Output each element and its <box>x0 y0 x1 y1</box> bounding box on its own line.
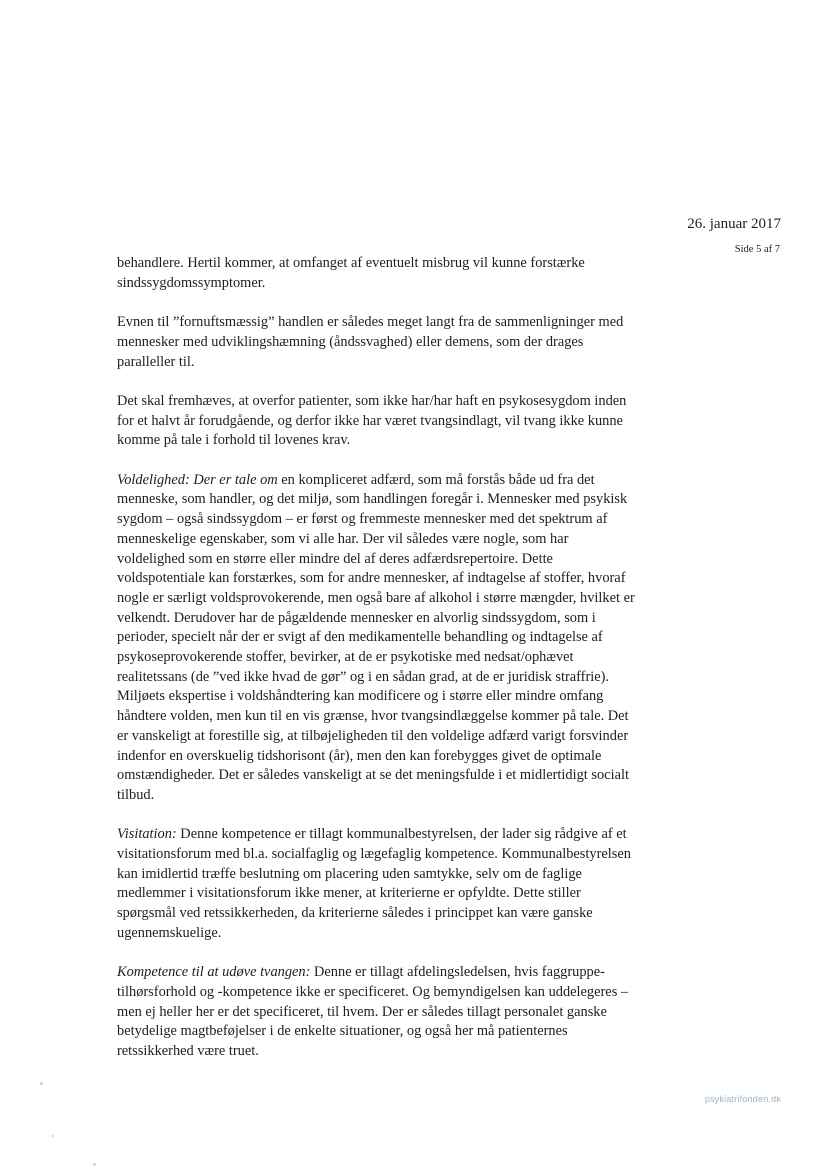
paragraph-lead: Kompetence til at udøve tvangen: <box>117 964 311 981</box>
paragraph-lead: Visitation: <box>117 826 177 843</box>
document-date: 26. januar 2017 <box>687 216 781 232</box>
paragraph-text: en kompliceret adfærd, som må forstås både ud fra det menneske, som handler, og det miljø, som handlingen foregår i. Mennesker med psykisk sygdom – også sindssygdom – er først og fremmeste mennesker med det spektrum af menneskelige egenskaber, som vi alle har. Der vil således være nogle, som har voldelighed som en større eller mindre del af deres adfærdsrepertoire. Dette voldspotentiale kan forstærkes, som for andre mennesker, af indtagelse af stoffer, hvoraf nogle er særligt voldsprovokerende, men også bare af alkohol i større mængder, hvilket er velkendt. Derudover har de pågældende mennesker en alvorlig sindssygdom, som i perioder, specielt når der er svigt af den medikamentelle behandling og indtagelse af psykoseprovokerende stoffer, bevirker, at de er psykotiske med nedsat/ophævet realitetssans (de ”ved ikke hvad de gør” og i en sådan grad, at de er juridisk straffrie). Miljøets ekspertise i voldshåndtering kan modificere og i større eller mindre omfang håndtere volden, men kun til en vis grænse, hvor tvangsindlæggelse kommer på tale. Det er vanskeligt at forestille sig, at tilbøjeligheden til den voldelige adfærd varigt forsvinder indenfor en overskuelig tidshorisont (år), men den kan forebygges givet de optimale omstændigheder. Det er således vanskeligt at se det meningsfulde i et midlertidigt socialt tilbud. <box>117 471 635 803</box>
paragraph-text: Denne kompetence er tillagt kommunalbestyrelsen, der lader sig rådgive af et visitationsforum med bl.a. socialfaglig og lægefaglig kompetence. Kommunalbestyrelsen kan imidlertid træffe beslutning om placering uden samtykke, selv om de faglige medlemmer i visitationsforum ikke mener, at kriterierne er opfyldte. Dette stiller spørgsmål ved retssikkerheden, da kriterierne således i princippet kan være ganske ugennemskuelige. <box>117 826 631 941</box>
paragraph-voldelighed <box>117 471 637 806</box>
paragraph-text: behandlere. Hertil kommer, at omfanget af eventuelt misbrug vil kunne forstærke sindssygdomssymptomer. <box>117 255 585 291</box>
document-body <box>117 254 637 1081</box>
paragraph-text: Denne er tillagt afdelingsledelsen, hvis faggruppe-tilhørsforhold og -kompetence ikke er specificeret. Og bemyndigelsen kan uddelegeres – men ej heller her er det specificeret, til hvem. Der er således tillagt personalet ganske betydelige magtbeføjelser i de enkelte situationer, og også her må patienternes retssikkerhed være truet. <box>117 964 629 1060</box>
paragraph-text: Evnen til ”fornuftsmæssig” handlen er således meget langt fra de sammenligninger med mennesker med udviklingshæmning (åndssvaghed) eller demens, som der drages paralleller til. <box>117 314 624 370</box>
paragraph <box>117 313 637 372</box>
paragraph <box>117 392 637 451</box>
paragraph-text: Det skal fremhæves, at overfor patienter, som ikke har/har haft en psykosesygdom inden for et halvt år forudgående, og derfor ikke har været tvangsindlagt, vil tvang ikke kunne komme på tale i forhold til lovenes krav. <box>117 392 627 449</box>
paragraph-visitation <box>117 825 637 943</box>
footer-site: psykiatrifonden.dk <box>704 1094 781 1104</box>
scan-speck <box>52 1135 54 1137</box>
paragraph-lead: Voldelighed: Der er tale om <box>117 471 278 488</box>
scan-speck <box>40 1082 43 1085</box>
page-number: Side 5 af 7 <box>734 244 780 255</box>
paragraph-kompetence <box>117 963 637 1062</box>
scan-speck <box>93 1163 96 1166</box>
paragraph <box>117 254 637 293</box>
